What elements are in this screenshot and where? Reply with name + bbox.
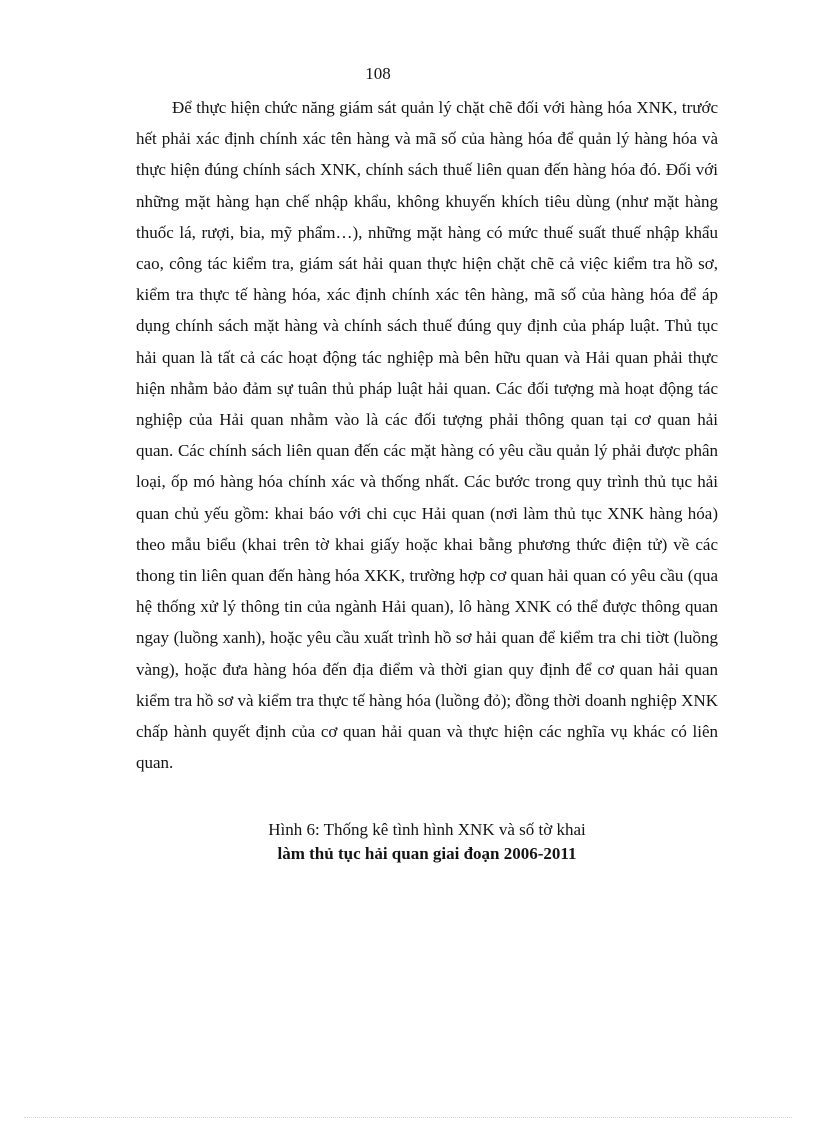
page-bottom-divider — [24, 1117, 792, 1118]
figure-caption — [136, 818, 718, 866]
figure-caption-line-2: làm thủ tục hải quan giai đoạn 2006-2011 — [277, 844, 577, 863]
figure-caption-line-1: Hình 6: Thống kê tình hình XNK và số tờ khai — [268, 820, 586, 839]
body-paragraph: Để thực hiện chức năng giám sát quản lý chặt chẽ đối với hàng hóa XNK, trước hết phải xác định chính xác tên hàng và mã số của hàng hóa để quản lý hàng hóa và thực hiện đúng chính sách XNK, chính sách thuế liên quan đến hàng hóa đó. Đối với những mặt hàng hạn chế nhập khẩu, không khuyến khích tiêu dùng (như mặt hàng thuốc lá, rượi, bia, mỹ phẩm…), những mặt hàng có mức thuế suất thuế nhập khẩu cao, công tác kiểm tra, giám sát hải quan thực hiện chặt chẽ cả việc kiểm tra hồ sơ, kiểm tra thực tế hàng hóa, xác định chính xác tên hàng, mã số của hàng hóa để áp dụng chính sách mặt hàng và chính sách thuế đúng quy định của pháp luật. Thủ tục hải quan là tất cả các hoạt động tác nghiệp mà bên hữu quan và Hải quan phải thực hiện nhằm bảo đảm sự tuân thủ pháp luật hải quan. Các đối tượng mà hoạt động tác nghiệp của Hải quan nhằm vào là các đối tượng phải thông quan tại cơ quan hải quan. Các chính sách liên quan đến các mặt hàng có yêu cầu quản lý phải được phân loại, ốp mó hàng hóa chính xác và thống nhất. Các bước trong quy trình thủ tục hải quan chủ yếu gồm: khai báo với chi cục Hải quan (nơi làm thủ tục XNK hàng hóa) theo mẫu biểu (khai trên tờ khai giấy hoặc khai bằng phương thức điện tử) về các thong tin liên quan đến hàng hóa XKK, trường hợp cơ quan hải quan có yêu cầu (qua hệ thống xử lý thông tin của ngành Hải quan), lô hàng XNK có thể được thông quan ngay (luồng xanh), hoặc yêu cầu xuất trình hồ sơ hải quan để kiểm tra chi tiờt (luồng vàng), hoặc đưa hàng hóa đến địa điểm và thời gian quy định để cơ quan hải quan kiểm tra hồ sơ và kiểm tra thực tế hàng hóa (luồng đỏ); đồng thời doanh nghiệp XNK chấp hành quyết định của cơ quan hải quan và thực hiện các nghĩa vụ khác có liên quan. — [136, 98, 718, 773]
page-number: 108 — [365, 64, 391, 83]
